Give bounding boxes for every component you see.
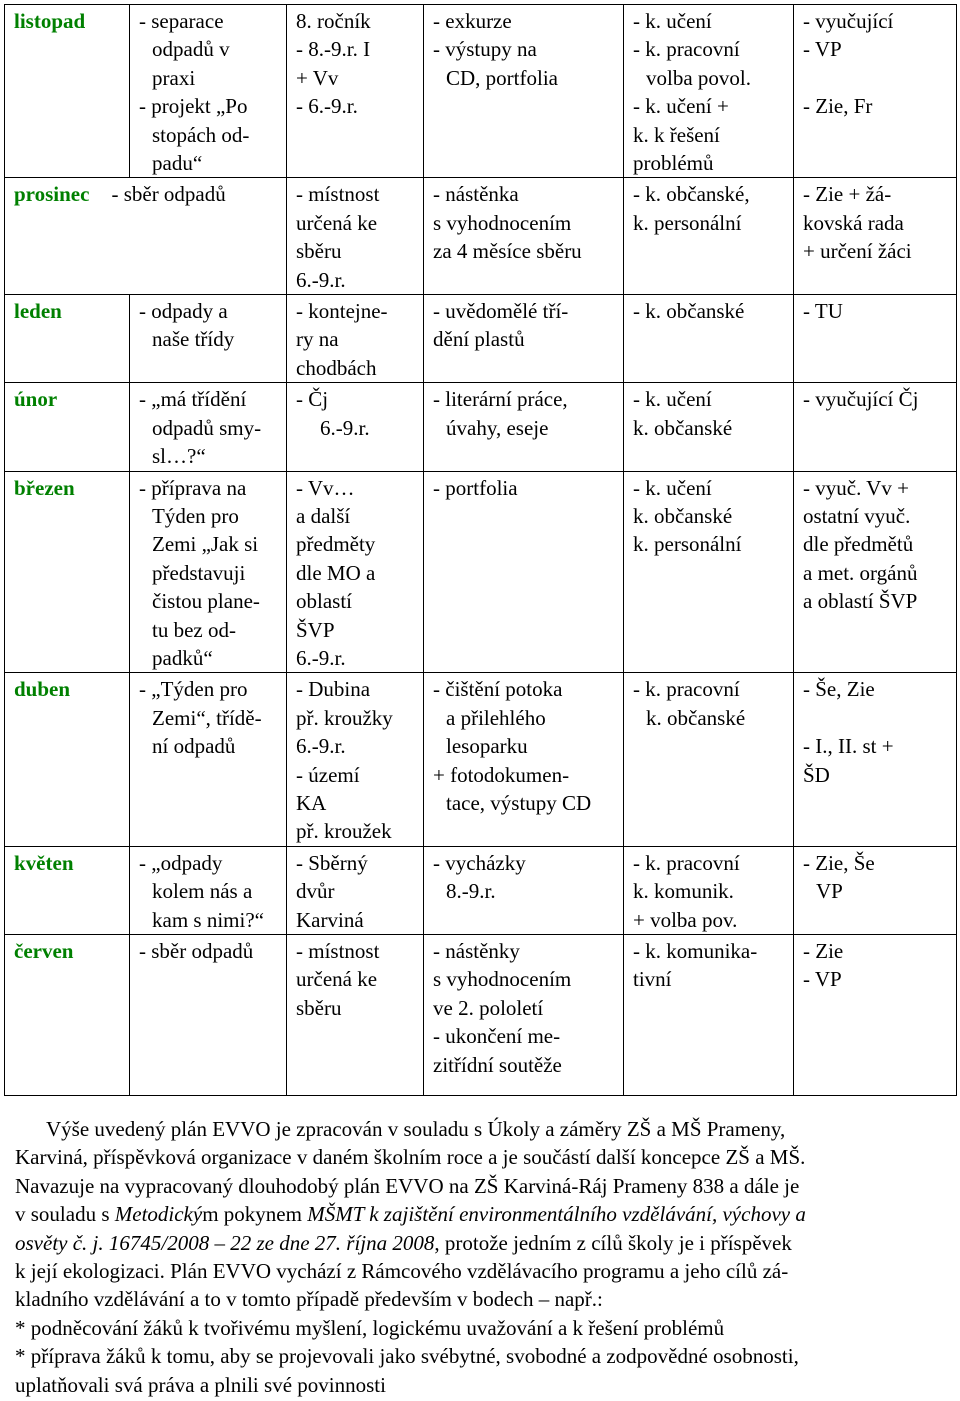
grade-line: + Vv [296,65,339,90]
grade-line: - Vv… [296,475,355,500]
grade-cell [287,178,424,295]
activity-label: - sběr odpadů [111,182,226,207]
activity-line: padků“ [152,645,213,670]
activity-line: - „odpady [139,850,223,875]
grade-line: 8. ročník [296,9,371,33]
paragraph-text: m pokynem [202,1202,308,1227]
responsible-line: - VP [803,967,842,992]
plan-table-body [5,5,957,1096]
form-cell [424,673,624,846]
grade-cell [287,295,424,383]
grade-line: ry na [296,327,339,352]
competence-line: - k. učení [633,9,712,33]
responsible-line: - vyučující Čj [803,387,919,412]
paragraph-line [15,1200,945,1228]
competence-line: - k. učení + [633,94,729,119]
table-row [5,471,957,673]
month-cell [5,383,130,471]
month-label: březen [14,475,75,500]
form-line: - exkurze [433,9,512,33]
responsible-line: - Zie, Fr [803,94,873,119]
activity-line: kam s nimi?“ [152,907,264,932]
table-row [5,846,957,934]
activity-line: naše třídy [152,327,235,352]
grade-line: dle MO a [296,560,376,585]
form-line: dění plastů [433,327,525,352]
activity-line: Týden pro [152,503,239,528]
competence-line: k. personální [633,532,742,557]
grade-cell [287,673,424,846]
competence-cell [624,471,794,673]
activity-line: ní odpadů [152,734,236,759]
competence-line: + volba pov. [633,907,738,932]
activity-line: Zemi“, třídě- [152,705,262,730]
activity-line: představuji [152,560,246,585]
paragraph-italic-text: Metodický [114,1202,203,1227]
competence-cell [624,846,794,934]
responsible-line: - vyučující [803,9,894,33]
competence-cell [624,935,794,1096]
month-label: leden [14,299,62,324]
month-label: duben [14,677,71,702]
grade-cell [287,935,424,1096]
grade-line: - 8.-9.r. I [296,37,371,62]
activity-line: - příprava na [139,475,247,500]
month-label: prosinec [14,182,90,207]
plan-description-paragraph [15,1115,945,1399]
activity-cell [130,471,287,673]
competence-line: volba povol. [646,65,751,90]
activity-line: kolem nás a [152,879,253,904]
competence-line: tivní [633,967,672,992]
form-cell [424,178,624,295]
grade-line: - Sběrný [296,850,368,875]
competence-line: k. k řešení [633,122,720,147]
month-cell [5,673,130,846]
month-cell [5,295,130,383]
activity-cell [130,383,287,471]
grade-line: KA [296,790,327,815]
responsible-line: - I., II. st + [803,734,894,759]
responsible-line: + určení žáci [803,239,912,264]
table-row [5,673,957,846]
competence-line: - k. pracovní [633,850,740,875]
paragraph-line: Výše uvedený plán EVVO je zpracován v souladu s Úkoly a záměry ZŠ a MŠ Prameny, [46,1117,786,1141]
grade-line: určená ke [296,210,378,235]
responsible-cell [794,846,957,934]
grade-line: oblastí [296,589,352,614]
paragraph-line: Navazuje na vypracovaný dlouhodobý plán EVVO na ZŠ Karviná-Ráj Prameny 838 a dále je [15,1173,800,1198]
form-cell [424,295,624,383]
activity-cell [130,846,287,934]
activity-cell [130,295,287,383]
responsible-line: - Še, Zie [803,677,875,702]
form-line: - nástěnka [433,182,519,207]
grade-line: sběru [296,995,342,1020]
competence-line: - k. učení [633,387,712,412]
responsible-line: ostatní vyuč. [803,503,911,528]
responsible-cell [794,383,957,471]
paragraph-line: uplatňovali svá práva a plnili své povinnosti [15,1372,386,1397]
paragraph-line: k její ekologizaci. Plán EVVO vychází z Rámcového vzdělávacího programu a jeho cílů zá- [15,1259,789,1284]
responsible-line: - Zie [803,939,844,963]
paragraph-line: kladního vzdělávání a to v tomto případě především v bodech – např.: [15,1287,603,1312]
paragraph-line: * příprava žáků k tomu, aby se projevovali jako svébytné, svobodné a zodpovědné osobnosti, [15,1344,799,1369]
month-label: červen [14,939,74,963]
responsible-line: dle předmětů [803,532,914,557]
form-line: a přilehlého [446,705,546,730]
grade-line: - 6.-9.r. [296,94,358,119]
responsible-line: ŠD [803,762,830,787]
form-cell [424,5,624,178]
competence-cell [624,383,794,471]
activity-line: - odpady a [139,299,228,324]
competence-line: - k. občanské, [633,182,750,207]
responsible-line: kovská rada [803,210,904,235]
activity-cell [130,673,287,846]
activity-line: tu bez od- [152,617,236,642]
form-line: - ukončení me- [433,1024,561,1049]
form-cell [424,935,624,1096]
grade-line: ŠVP [296,617,335,642]
form-line: tace, výstupy CD [446,790,592,815]
competence-cell [624,5,794,178]
activity-line: čistou plane- [152,589,260,614]
responsible-cell [794,5,957,178]
grade-cell [287,5,424,178]
grade-line: - místnost [296,182,380,207]
form-line: - vycházky [433,850,526,875]
form-line: s vyhodnocením [433,967,572,992]
grade-line: určená ke [296,967,378,992]
month-cell [5,178,287,295]
responsible-line: - Zie + žá- [803,182,892,207]
grade-line: 6.-9.r. [296,645,346,670]
responsible-cell [794,471,957,673]
grade-line: př. kroužky [296,705,393,730]
form-line: - portfolia [433,475,518,500]
competence-line: problémů [633,151,714,176]
table-row [5,295,957,383]
grade-cell [287,383,424,471]
form-line: - uvědomělé tří- [433,299,569,324]
responsible-cell [794,673,957,846]
responsible-line: - Zie, Še [803,850,875,875]
table-row [5,935,957,1096]
responsible-cell [794,295,957,383]
responsible-line: a met. orgánů [803,560,918,585]
table-row [5,5,957,178]
paragraph-italic-text: MŠMT k zajištění environmentálního vzdělávání, výchovy a [307,1202,806,1227]
grade-line: - kontejne- [296,299,388,324]
grade-line: - Dubina [296,677,371,702]
month-cell [5,846,130,934]
form-line: zitřídní soutěže [433,1052,562,1077]
grade-line: chodbách [296,355,377,380]
grade-line: Karviná [296,907,364,932]
activity-line: - separace [139,9,224,33]
responsible-line [803,704,952,732]
responsible-line: a oblastí ŠVP [803,589,918,614]
competence-line: - k. občanské [633,299,745,324]
grade-line: 6.-9.r. [296,734,346,759]
competence-cell [624,295,794,383]
form-line: 8.-9.r. [446,879,496,904]
competence-line: - k. pracovní [633,677,740,702]
form-line: - výstupy na [433,37,537,62]
grade-line: - místnost [296,939,380,963]
competence-cell [624,178,794,295]
competence-line: - k. komunika- [633,939,758,963]
activity-line: - „má třídění [139,387,247,412]
form-line: za 4 měsíce sběru [433,239,582,264]
month-label: květen [14,850,74,875]
form-line: - čištění potoka [433,677,563,702]
grade-line: předměty [296,532,376,557]
competence-line: - k. učení [633,475,712,500]
paragraph-text: v souladu s [15,1202,115,1227]
paragraph-text: , protože jedním z cílů školy je i příspěvek [434,1230,792,1255]
activity-line: stopách od- [152,122,250,147]
responsible-cell [794,178,957,295]
activity-cell [130,935,287,1096]
responsible-line: VP [816,879,843,904]
paragraph-line: Karviná, příspěvková organizace v daném školním roce a je součástí další koncepce ZŠ a MŠ. [15,1145,806,1170]
month-label: únor [14,387,58,412]
activity-line: padu“ [152,151,203,176]
month-cell [5,471,130,673]
responsible-line: - TU [803,299,843,324]
paragraph-line [15,1229,945,1257]
activity-line: - sběr odpadů [139,939,254,963]
responsible-cell [794,935,957,1096]
competence-line: k. občanské [633,415,733,440]
form-line: lesoparku [446,734,528,759]
responsible-line [803,64,952,92]
paragraph-italic-text: osvěty č. j. 16745/2008 – 22 ze dne 27. října 2008 [15,1230,435,1255]
month-cell [5,935,130,1096]
competence-line: k. občanské [633,503,733,528]
responsible-line: - vyuč. Vv + [803,475,909,500]
form-cell [424,471,624,673]
competence-cell [624,673,794,846]
competence-line: k. komunik. [633,879,734,904]
month-cell [5,5,130,178]
form-cell [424,383,624,471]
form-line: + fotodokumen- [433,762,570,787]
grade-cell [287,846,424,934]
table-row [5,178,957,295]
grade-line: - Čj [296,387,329,412]
form-line: úvahy, eseje [446,415,549,440]
competence-line: k. personální [633,210,742,235]
competence-line: k. občanské [646,705,746,730]
grade-line: 6.-9.r. [320,415,370,440]
grade-line: dvůr [296,879,335,904]
activity-line: praxi [152,65,196,90]
activity-cell [130,5,287,178]
activity-line: - projekt „Po [139,94,248,119]
form-line: - nástěnky [433,939,520,963]
responsible-line: - VP [803,37,842,62]
paragraph-line: * podněcování žáků k tvořivému myšlení, logickému uvažování a k řešení problémů [15,1315,725,1340]
activity-line: sl…?“ [152,444,206,469]
month-label: listopad [14,9,86,33]
grade-line: sběru [296,239,342,264]
grade-cell [287,471,424,673]
grade-line: 6.-9.r. [296,267,346,292]
grade-line: - území [296,762,360,787]
form-line: CD, portfolia [446,65,558,90]
form-line: - literární práce, [433,387,568,412]
grade-line: a další [296,503,351,528]
activity-line: Zemi „Jak si [152,532,259,557]
competence-line: - k. pracovní [633,37,740,62]
form-cell [424,846,624,934]
activity-line: odpadů v [152,37,230,62]
form-line: ve 2. pololetí [433,995,544,1020]
activity-line: odpadů smy- [152,415,262,440]
grade-line: př. kroužek [296,819,392,844]
table-row [5,383,957,471]
evvo-plan-table [4,4,957,1096]
form-line: s vyhodnocením [433,210,572,235]
activity-line: - „Týden pro [139,677,248,702]
